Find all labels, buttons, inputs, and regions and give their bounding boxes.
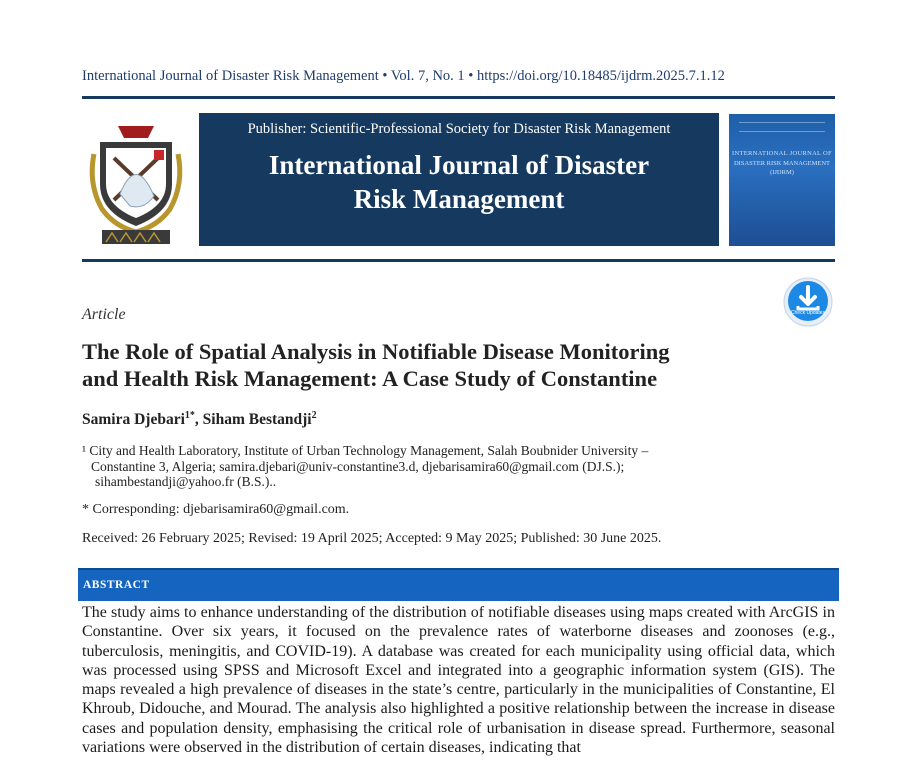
cover-title-main: DISASTER RISK MANAGEMENT xyxy=(733,160,831,167)
cover-decoration xyxy=(739,122,825,132)
abstract-label: ABSTRACT xyxy=(83,579,150,591)
affiliation-line: ¹ City and Health Laboratory, Institute of Urban Technology Management, Salah Boubnider University – xyxy=(82,443,649,458)
check-updates-button[interactable] xyxy=(783,277,833,327)
article-title xyxy=(82,338,822,392)
download-arrow-icon xyxy=(783,277,833,327)
journal-cover-image xyxy=(729,114,835,246)
header-rule-top xyxy=(82,96,835,99)
author-affil-mark: 2 xyxy=(311,410,317,421)
journal-title-line1: International Journal of Disaster xyxy=(268,150,650,180)
society-crest-logo xyxy=(84,114,188,246)
abstract-header-bar xyxy=(78,568,839,601)
author-list xyxy=(82,410,317,429)
journal-citation-line: International Journal of Disaster Risk Management • Vol. 7, No. 1 • https://doi.org/10.18485/ijdrm.2025.7.1.12 xyxy=(82,68,725,84)
journal-banner xyxy=(199,113,719,246)
cover-abbr: (IJDRM) xyxy=(770,169,794,176)
article-title-line2: and Health Risk Management: A Case Study of Constantine xyxy=(82,366,658,391)
cover-title-small: INTERNATIONAL JOURNAL OF xyxy=(732,150,832,157)
author-name: Samira Djebari xyxy=(82,411,185,429)
author-affil-mark: 1* xyxy=(184,410,195,421)
affiliation-line: sihambestandji@yahoo.fr (B.S.).. xyxy=(95,474,277,489)
affiliations xyxy=(82,443,822,490)
corresponding-author: * Corresponding: djebarisamira60@gmail.com. xyxy=(82,502,350,517)
journal-title xyxy=(199,148,719,216)
article-type: Article xyxy=(82,306,126,323)
article-title-line1: The Role of Spatial Analysis in Notifiable Disease Monitoring xyxy=(82,339,670,364)
logo-text: SPS-DRM xyxy=(121,116,149,122)
publication-dates: Received: 26 February 2025; Revised: 19 April 2025; Accepted: 9 May 2025; Published: 30 June 2025. xyxy=(82,531,662,546)
author-separator: , xyxy=(194,411,203,429)
check-updates-label: Check Updates xyxy=(790,310,826,316)
author-name: Siham Bestandji xyxy=(202,411,312,429)
journal-title-line2: Risk Management xyxy=(353,184,565,214)
header-rule-bottom xyxy=(82,259,835,262)
publisher-line: Publisher: Scientific-Professional Society for Disaster Risk Management xyxy=(247,121,671,137)
affiliation-line: Constantine 3, Algeria; samira.djebari@univ-constantine3.d, djebarisamira60@gmail.com (DJ.S.); xyxy=(91,458,625,474)
abstract-text: The study aims to enhance understanding of the distribution of notifiable diseases using maps created with ArcGIS in Constantine. Over six years, it focused on the prevalence rates of waterborne diseases and zoonoses (e.g., tuberculosis, meningitis, and COVID-19). A database was created for each municipality using official data, which was processed using SPSS and Microsoft Excel and integrated into a geographic information system (GIS). The maps revealed a high prevalence of diseases in the state’s centre, particularly in the municipalities of Constantine, El Khroub, Didouche, and Mourad. The analysis also highlighted a positive relationship between the increase in disease cases and population density, emphasising the critical role of urbanisation in disease spread. Furthermore, seasonal variations were observed in the distribution of certain diseases, indicating that xyxy=(82,604,835,757)
society-crest-icon xyxy=(84,114,188,246)
